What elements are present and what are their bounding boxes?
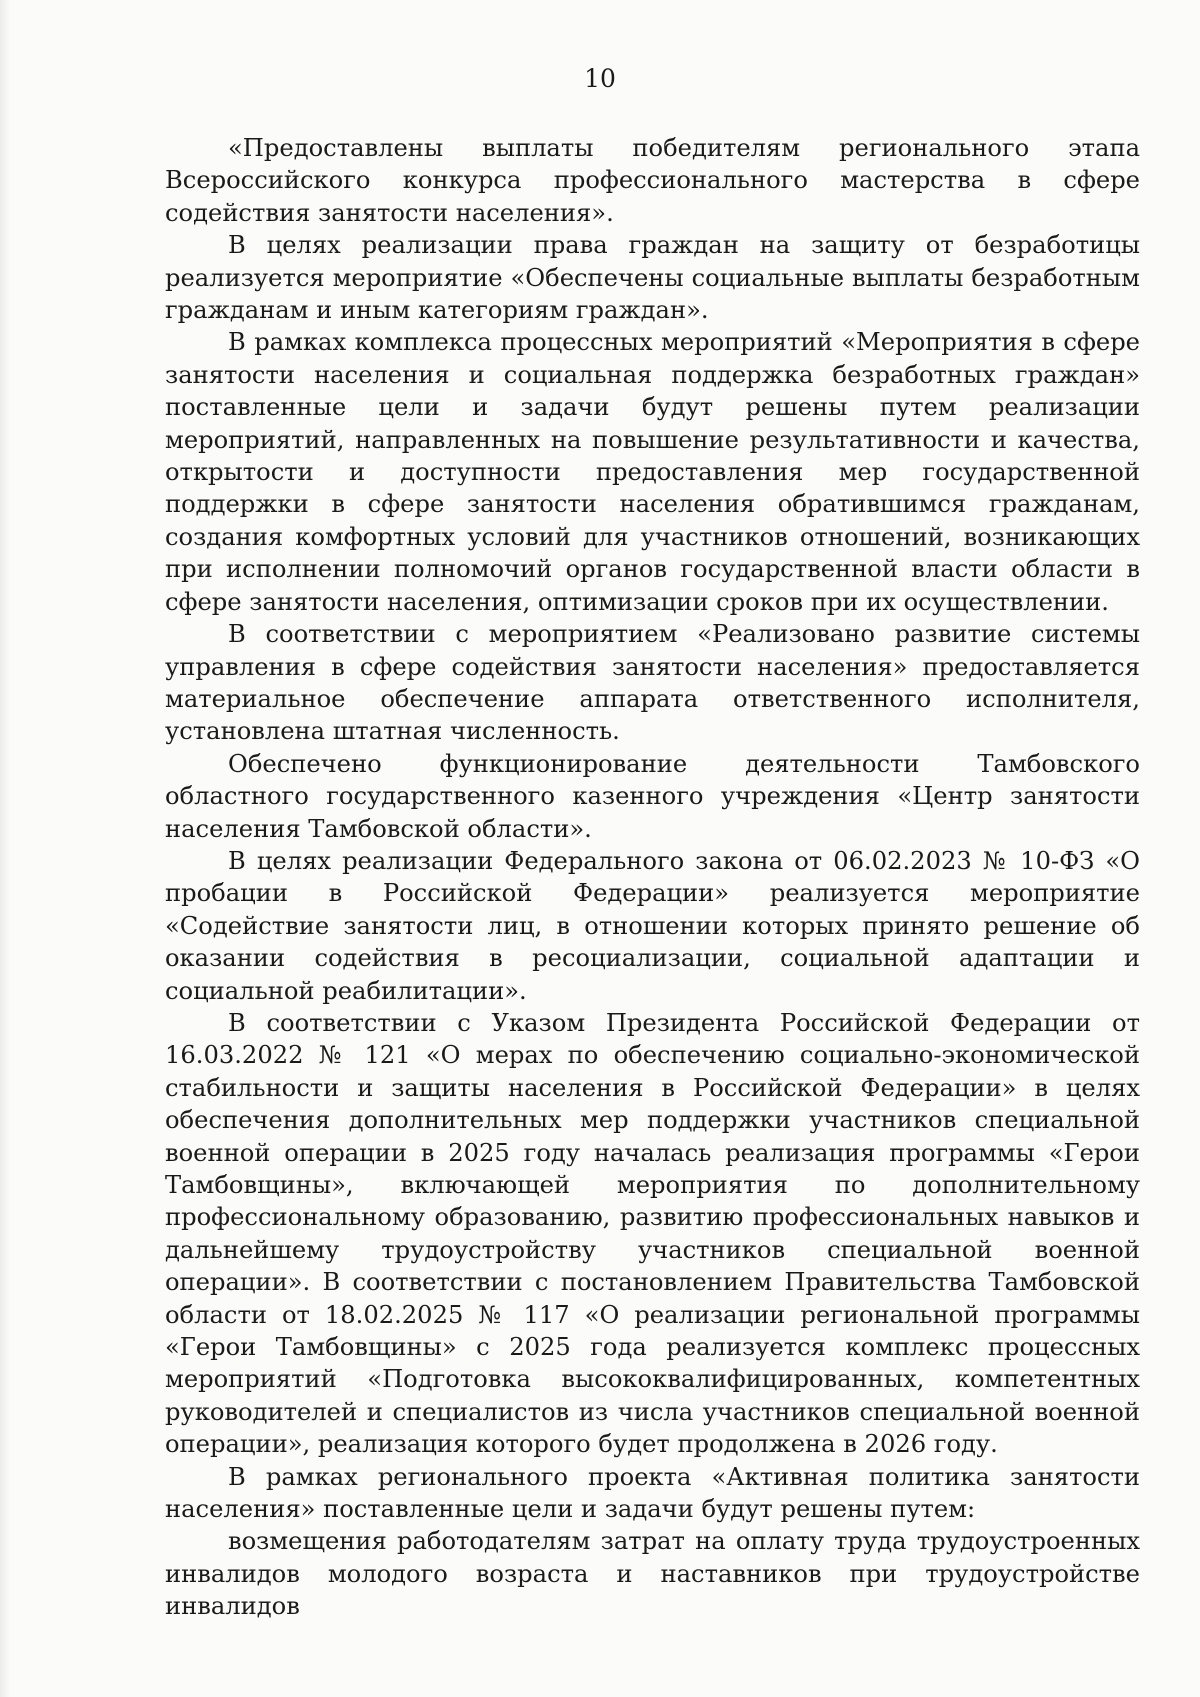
paragraph-9: возмещения работодателям затрат на оплату труда трудоустроенных инвалидов молодого возраста и наставников при трудоустройстве инвалидов: [165, 1527, 1140, 1621]
paragraph-3: В рамках комплекса процессных мероприятий «Мероприятия в сфере занятости населения и социальная поддержка безработных граждан» поставленные цели и задачи будут решены путем реализации мероприятий, направленных на повышение результативности и качества, открытости и доступности предоставления мер государственной поддержки в сфере занятости населения обратившимся гражданам, создания комфортных условий для участников отношений, возникающих при исполнении полномочий органов государственной власти области в сфере занятости населения, оптимизации сроков при их осуществлении.: [165, 328, 1140, 616]
page-number: 10: [584, 64, 616, 93]
paragraph-1: «Предоставлены выплаты победителям регионального этапа Всероссийского конкурса профессионального мастерства в сфере содействия занятости населения».: [165, 134, 1140, 227]
paragraph-5: Обеспечено функционирование деятельности Тамбовского областного государственного казенного учреждения «Центр занятости населения Тамбовской области».: [165, 749, 1140, 843]
paragraph-2: В целях реализации права граждан на защиту от безработицы реализуется мероприятие «Обеспечены социальные выплаты безработным гражданам и иным категориям граждан».: [165, 231, 1140, 325]
paragraph-7: В соответствии с Указом Президента Российской Федерации от 16.03.2022 № 121 «О мерах по обеспечению социально-экономической стабильности и защиты населения в Российской Федерации» в целях обеспечения дополнительных мер поддержки участников специальной военной операции в 2025 году началась реализация программы «Герои Тамбовщины», включающей мероприятия по дополнительному профессиональному образованию, развитию профессиональных навыков и дальнейшему трудоустройству участников специальной военной операции». В соответствии с постановлением Правительства Тамбовской области от 18.02.2025 № 117 «О реализации региональной программы «Герои Тамбовщины» с 2025 года реализуется комплекс процессных мероприятий «Подготовка высококвалифицированных, компетентных руководителей и специалистов из числа участников специальной военной операции», реализация которого будет продолжена в 2026 году.: [165, 1008, 1140, 1459]
document-body: [165, 132, 1140, 1623]
paragraph-4: В соответствии с мероприятием «Реализовано развитие системы управления в сфере содействия занятости населения» предоставляется материальное обеспечение аппарата ответственного исполнителя, установлена штатная численность.: [165, 620, 1140, 746]
paragraph-6: В целях реализации Федерального закона от 06.02.2023 № 10-ФЗ «О пробации в Российской Федерации» реализуется мероприятие «Содействие занятости лиц, в отношении которых принято решение об оказании содействия в ресоциализации, социальной адаптации и социальной реабилитации».: [165, 846, 1140, 1005]
paragraph-8: В рамках регионального проекта «Активная политика занятости населения» поставленные цели и задачи будут решены путем:: [165, 1462, 1140, 1524]
scan-edge-shadow: [0, 0, 10, 1697]
